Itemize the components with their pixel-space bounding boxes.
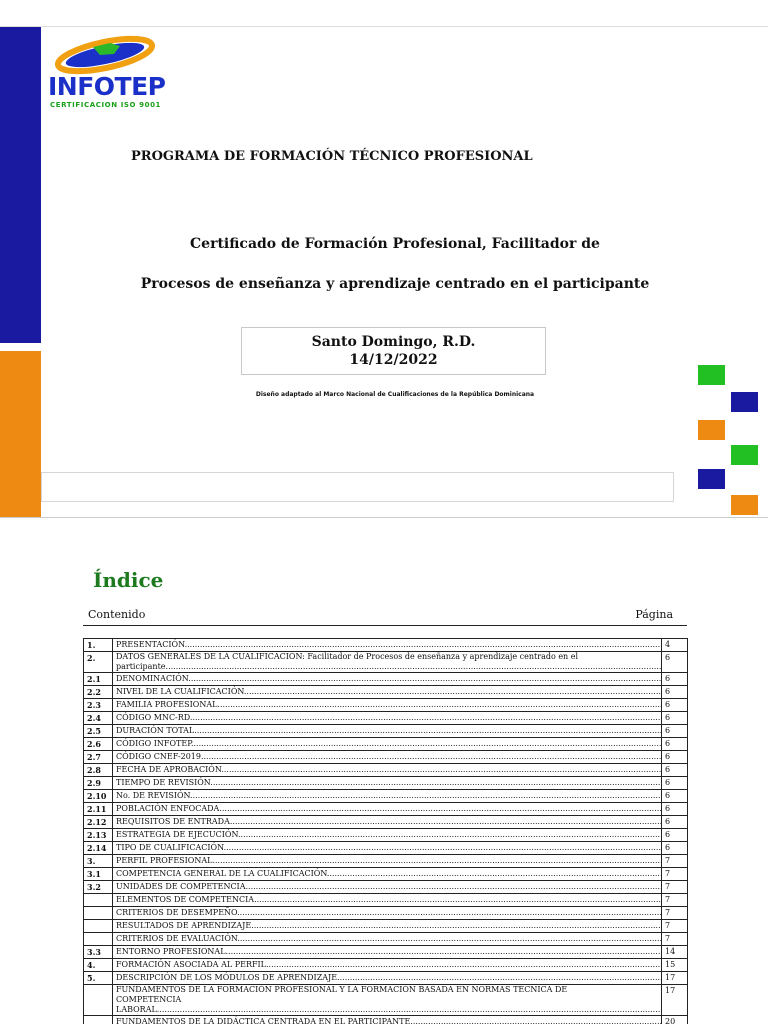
index-row-entry[interactable] <box>113 738 662 751</box>
index-row-text: COMPETENCIA GENERAL DE LA CUALIFICACIÓN <box>116 869 327 878</box>
index-row-number: 2.7 <box>84 751 113 764</box>
dot-leader <box>191 739 662 748</box>
index-row <box>84 933 688 946</box>
index-row <box>84 777 688 790</box>
index-row-entry[interactable] <box>113 933 662 946</box>
index-row-entry[interactable] <box>113 803 662 816</box>
index-row-page: 6 <box>662 712 688 725</box>
index-row-number: 2. <box>84 652 113 673</box>
index-row-page: 6 <box>662 803 688 816</box>
dot-leader <box>327 869 662 878</box>
index-row-page: 20 <box>662 1016 688 1024</box>
index-row-page: 14 <box>662 946 688 959</box>
index-row <box>84 816 688 829</box>
index-row-number <box>84 933 113 946</box>
index-row-page: 6 <box>662 699 688 712</box>
date-label: 14/12/2022 <box>349 352 438 368</box>
index-row-page: 7 <box>662 881 688 894</box>
index-row <box>84 907 688 920</box>
index-row-text: CRITERIOS DE DESEMPEÑO <box>116 908 238 917</box>
index-row <box>84 673 688 686</box>
footer-box <box>41 472 674 502</box>
dot-leader <box>210 778 661 787</box>
dot-leader <box>188 674 661 683</box>
index-row <box>84 842 688 855</box>
index-row-page: 6 <box>662 652 688 673</box>
index-row-page: 7 <box>662 920 688 933</box>
index-row <box>84 972 688 985</box>
index-row-number: 5. <box>84 972 113 985</box>
index-row-text-continued: COMPETENCIA LABORAL <box>116 995 182 1014</box>
index-row-number: 1. <box>84 639 113 652</box>
index-row-entry[interactable] <box>113 920 662 933</box>
dot-leader <box>230 817 662 826</box>
index-row <box>84 868 688 881</box>
index-row <box>84 1016 688 1024</box>
index-row-entry[interactable] <box>113 686 662 699</box>
index-row <box>84 790 688 803</box>
index-row-text: DURACIÓN TOTAL <box>116 726 195 735</box>
index-row-page: 6 <box>662 790 688 803</box>
infotep-logo <box>48 35 178 119</box>
index-row-entry[interactable] <box>113 764 662 777</box>
orange-square <box>698 420 725 440</box>
index-row-text: NIVEL DE LA CUALIFICACIÓN <box>116 687 244 696</box>
index-row-entry[interactable] <box>113 855 662 868</box>
index-row-page: 17 <box>662 972 688 985</box>
index-row-entry[interactable] <box>113 751 662 764</box>
index-row-text: No. DE REVISIÓN <box>116 791 191 800</box>
index-row-entry[interactable] <box>113 959 662 972</box>
index-row-page: 7 <box>662 933 688 946</box>
certificate-title-line1: Certificado de Formación Profesional, Facilitador de <box>190 236 600 252</box>
green-square <box>698 365 725 385</box>
blue-side-stripe <box>0 27 41 343</box>
index-row-number: 2.1 <box>84 673 113 686</box>
dot-leader <box>238 830 662 839</box>
index-row-number: 3.2 <box>84 881 113 894</box>
index-row-text: DENOMINACIÓN <box>116 674 189 683</box>
index-row-entry[interactable] <box>113 946 662 959</box>
index-row-entry[interactable] <box>113 829 662 842</box>
index-title: Índice <box>93 568 164 592</box>
orange-side-stripe <box>0 351 41 518</box>
orange-square <box>731 495 758 515</box>
index-row <box>84 894 688 907</box>
index-row-text: ELEMENTOS DE COMPETENCIA <box>116 895 255 904</box>
index-row-number: 2.4 <box>84 712 113 725</box>
index-row-number: 2.2 <box>84 686 113 699</box>
index-row-page: 6 <box>662 673 688 686</box>
index-row <box>84 686 688 699</box>
index-row <box>84 881 688 894</box>
index-row-entry[interactable] <box>113 816 662 829</box>
logo-wordmark: INFOTEP <box>48 72 166 101</box>
index-row-text: FAMILIA PROFESIONAL <box>116 700 218 709</box>
index-row <box>84 751 688 764</box>
index-row-number: 2.5 <box>84 725 113 738</box>
dot-leader <box>246 882 662 891</box>
index-row-number: 4. <box>84 959 113 972</box>
index-row-number: 2.13 <box>84 829 113 842</box>
index-row-number: 2.12 <box>84 816 113 829</box>
index-row-page: 6 <box>662 764 688 777</box>
certificate-title-line2: Procesos de enseñanza y aprendizaje centrado en el participante <box>140 276 650 292</box>
index-row-entry[interactable] <box>113 985 662 1016</box>
index-row-page: 6 <box>662 816 688 829</box>
blue-square <box>698 469 725 489</box>
index-row-text-continued: participante <box>116 662 166 671</box>
index-row-entry[interactable] <box>113 725 662 738</box>
index-row-text: POBLACIÓN ENFOCADA <box>116 804 220 813</box>
index-row-page: 6 <box>662 725 688 738</box>
index-row-number <box>84 894 113 907</box>
index-row-page: 6 <box>662 842 688 855</box>
dot-leader <box>194 726 661 735</box>
cover-page <box>0 26 768 518</box>
index-row-number <box>84 907 113 920</box>
index-row-entry[interactable] <box>113 1016 662 1024</box>
index-row-entry[interactable] <box>113 699 662 712</box>
index-row-entry[interactable] <box>113 652 662 673</box>
city-label: Santo Domingo, R.D. <box>311 334 476 350</box>
index-row-page: 4 <box>662 639 688 652</box>
index-row-text: TIEMPO DE REVISIÓN <box>116 778 211 787</box>
dot-leader <box>244 687 662 696</box>
dot-leader <box>212 856 661 865</box>
index-row-entry[interactable] <box>113 712 662 725</box>
index-row-number: 2.10 <box>84 790 113 803</box>
index-table <box>83 638 688 1024</box>
index-row-number: 2.14 <box>84 842 113 855</box>
index-row-entry[interactable] <box>113 639 662 652</box>
index-row-text: ENTORNO PROFESIONAL <box>116 947 226 956</box>
index-row-entry[interactable] <box>113 777 662 790</box>
index-row-number <box>84 920 113 933</box>
index-row-text: FORMACIÓN ASOCIADA AL PERFIL <box>116 960 266 969</box>
index-row-page: 17 <box>662 985 688 1016</box>
dot-leader <box>237 934 661 943</box>
dot-leader <box>201 752 662 761</box>
index-row <box>84 946 688 959</box>
index-row-number <box>84 985 113 1016</box>
index-row-text: FECHA DE APROBACIÓN <box>116 765 222 774</box>
index-row-page: 6 <box>662 738 688 751</box>
index-row-number: 2.3 <box>84 699 113 712</box>
dot-leader <box>190 713 662 722</box>
dot-leader <box>254 895 661 904</box>
program-title: PROGRAMA DE FORMACIÓN TÉCNICO PROFESIONAL <box>131 149 533 164</box>
index-row <box>84 712 688 725</box>
dot-leader <box>185 640 662 649</box>
index-row <box>84 725 688 738</box>
index-row <box>84 829 688 842</box>
index-row-text: PRESENTACIÓN <box>116 640 185 649</box>
dot-leader <box>237 908 661 917</box>
dot-leader <box>224 843 662 852</box>
dot-leader <box>157 1005 662 1014</box>
index-row-number: 3.1 <box>84 868 113 881</box>
index-row-text: CRITERIOS DE EVALUACIÓN <box>116 934 238 943</box>
blue-square <box>731 392 758 412</box>
index-row-text: CÓDIGO INFOTEP <box>116 739 191 748</box>
index-row <box>84 738 688 751</box>
index-row-number: 2.9 <box>84 777 113 790</box>
index-row-text: ESTRATEGIA DE EJECUCIÓN <box>116 830 238 839</box>
index-row-text: UNIDADES DE COMPETENCIA <box>116 882 246 891</box>
index-row <box>84 652 688 673</box>
index-row-page: 7 <box>662 894 688 907</box>
index-row-entry[interactable] <box>113 907 662 920</box>
index-row-entry[interactable] <box>113 673 662 686</box>
logo-certification: CERTIFICACION ISO 9001 <box>50 101 162 109</box>
index-row-page: 7 <box>662 907 688 920</box>
index-row-entry[interactable] <box>113 790 662 803</box>
logo-swoosh-icon <box>48 35 178 75</box>
index-row-number: 3.3 <box>84 946 113 959</box>
dot-leader <box>266 960 662 969</box>
index-row <box>84 699 688 712</box>
index-row-entry[interactable] <box>113 894 662 907</box>
location-date-box <box>241 327 546 375</box>
dot-leader <box>217 700 661 709</box>
dot-leader <box>251 921 661 930</box>
index-row-text: FUNDAMENTOS DE LA FORMACIÓN PROFESIONAL Y LA FORMACIÓN BASADA EN NORMAS TÉCNICA DE <box>116 985 568 994</box>
index-row <box>84 985 688 1016</box>
index-row-text: FUNDAMENTOS DE LA DIDÁCTICA CENTRADA EN EL PARTICIPANTE <box>116 1017 411 1024</box>
index-row-number <box>84 1016 113 1024</box>
index-row-entry[interactable] <box>113 881 662 894</box>
index-row-text: PERFIL PROFESIONAL <box>116 856 213 865</box>
index-row-number: 2.6 <box>84 738 113 751</box>
index-row-number: 3. <box>84 855 113 868</box>
page-column-label: Página <box>635 608 673 621</box>
dot-leader <box>190 791 661 800</box>
index-row-text: CÓDIGO CNEF-2019 <box>116 752 201 761</box>
dot-leader <box>226 947 662 956</box>
index-row <box>84 764 688 777</box>
index-row-number: 2.11 <box>84 803 113 816</box>
content-column-label: Contenido <box>88 608 146 621</box>
adaptation-note: Diseño adaptado al Marco Nacional de Cualificaciones de la República Dominicana <box>255 391 535 398</box>
index-row-entry[interactable] <box>113 972 662 985</box>
green-square <box>731 445 758 465</box>
dot-leader <box>221 765 661 774</box>
index-row <box>84 920 688 933</box>
index-row-text: RESULTADOS DE APRENDIZAJE <box>116 921 252 930</box>
index-row-page: 6 <box>662 777 688 790</box>
dot-leader <box>166 662 662 671</box>
index-row-number: 2.8 <box>84 764 113 777</box>
index-row <box>84 803 688 816</box>
index-row <box>84 855 688 868</box>
index-header <box>83 606 687 626</box>
dot-leader <box>219 804 661 813</box>
index-row-page: 6 <box>662 829 688 842</box>
index-row-page: 7 <box>662 855 688 868</box>
index-row-text: DESCRIPCIÓN DE LOS MÓDULOS DE APRENDIZAJE <box>116 973 338 982</box>
index-row-text: DATOS GENERALES DE LA CUALIFICACIÓN: Facilitador de Procesos de enseñanza y aprendizaje centrado en el <box>116 652 579 661</box>
index-row-page: 6 <box>662 686 688 699</box>
dot-leader <box>337 973 661 982</box>
index-row-page: 6 <box>662 751 688 764</box>
index-row-page: 15 <box>662 959 688 972</box>
dot-leader <box>410 1017 661 1024</box>
index-row-page: 7 <box>662 868 688 881</box>
index-row <box>84 959 688 972</box>
index-row-entry[interactable] <box>113 842 662 855</box>
index-row-entry[interactable] <box>113 868 662 881</box>
index-row-text: REQUISITOS DE ENTRADA <box>116 817 230 826</box>
index-row-text: CÓDIGO MNC-RD <box>116 713 190 722</box>
index-row-text: TIPO DE CUALIFICACIÓN <box>116 843 224 852</box>
index-row <box>84 639 688 652</box>
